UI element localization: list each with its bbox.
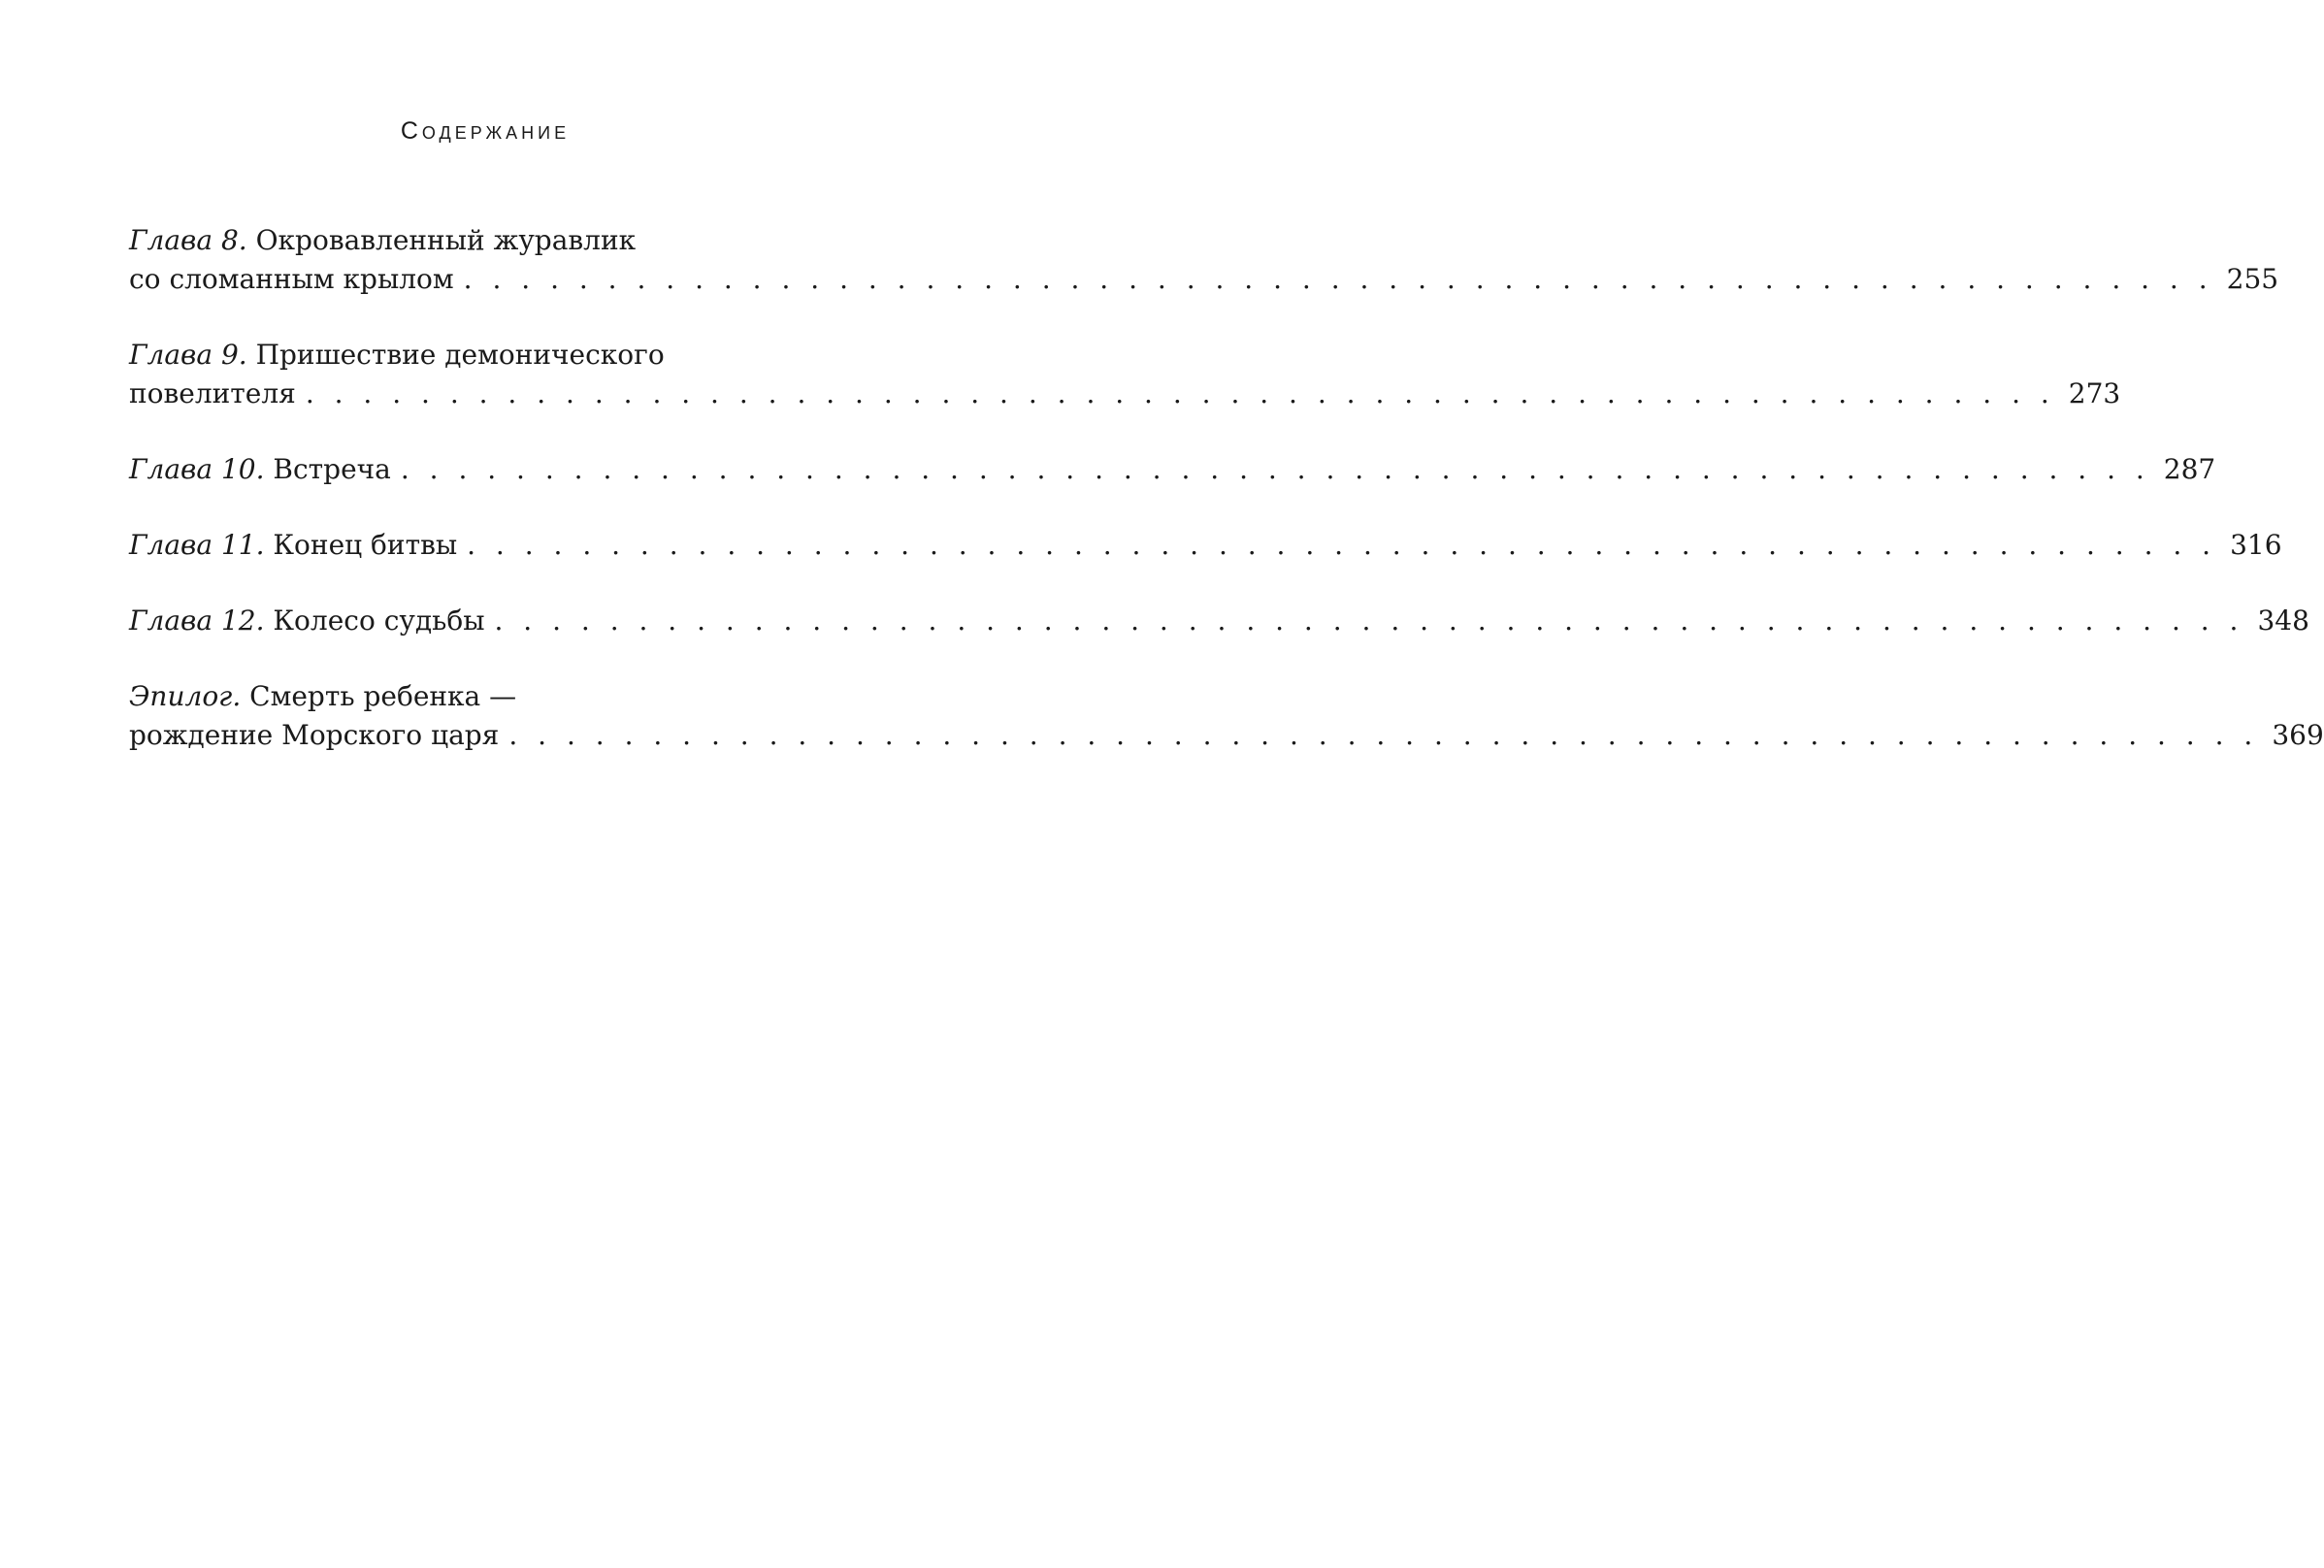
chapter-title-line1: Окровавленный журавлик — [255, 224, 637, 256]
chapter-label: Эпилог. — [129, 680, 242, 712]
page-number: 287 — [2163, 453, 2216, 485]
toc-entry-epilogue[interactable] — [129, 677, 2324, 755]
toc-entry-chapter-12[interactable] — [129, 602, 2309, 640]
toc-entry-chapter-8[interactable] — [129, 221, 2279, 299]
page-number: 255 — [2226, 263, 2279, 295]
chapter-label: Глава 9. — [129, 339, 247, 371]
chapter-title-line2: рождение Морского царя — [129, 719, 500, 751]
chapter-title-line2: со сломанным крылом — [129, 263, 454, 295]
page-number: 348 — [2257, 604, 2309, 637]
chapter-label: Глава 10. — [129, 453, 265, 485]
page-number: 316 — [2230, 529, 2282, 561]
chapter-title-line2: повелителя — [129, 377, 296, 409]
dot-leader: . . . . . . . . . . . . . . . . . . . . . . . . . . . . . . . . . . . . . . . . . . . . . . . . . . . . . . . . . . . . . — [400, 453, 2150, 485]
chapter-label: Глава 8. — [129, 224, 247, 256]
dot-leader: . . . . . . . . . . . . . . . . . . . . . . . . . . . . . . . . . . . . . . . . . . . . . . . . . . . . . . . . . . . . . — [305, 377, 2055, 409]
chapter-title: Конец битвы — [273, 529, 458, 561]
toc-entry-chapter-10[interactable] — [129, 450, 2216, 489]
chapter-title-line1: Смерть ребенка — — [249, 680, 517, 712]
page-number: 369 — [2272, 719, 2324, 751]
chapter-title: Колесо судьбы — [273, 604, 485, 637]
dot-leader: . . . . . . . . . . . . . . . . . . . . . . . . . . . . . . . . . . . . . . . . . . . . . . . . . . . . . . . . . . . . . — [467, 529, 2217, 561]
toc-heading: Содержание — [400, 117, 571, 145]
page-number: 273 — [2068, 377, 2121, 409]
chapter-title-line1: Пришествие демонического — [255, 339, 665, 371]
toc-entry-chapter-11[interactable] — [129, 526, 2282, 565]
table-of-contents — [129, 221, 2324, 792]
chapter-label: Глава 11. — [129, 529, 265, 561]
dot-leader: . . . . . . . . . . . . . . . . . . . . . . . . . . . . . . . . . . . . . . . . . . . . . . . . . . . . . . . . . . . . . — [463, 263, 2213, 295]
chapter-title: Встреча — [273, 453, 391, 485]
chapter-label: Глава 12. — [129, 604, 265, 637]
toc-entry-chapter-9[interactable] — [129, 336, 2121, 413]
dot-leader: . . . . . . . . . . . . . . . . . . . . . . . . . . . . . . . . . . . . . . . . . . . . . . . . . . . . . . . . . . . . . — [508, 719, 2259, 751]
dot-leader: . . . . . . . . . . . . . . . . . . . . . . . . . . . . . . . . . . . . . . . . . . . . . . . . . . . . . . . . . . . . . — [494, 604, 2244, 637]
